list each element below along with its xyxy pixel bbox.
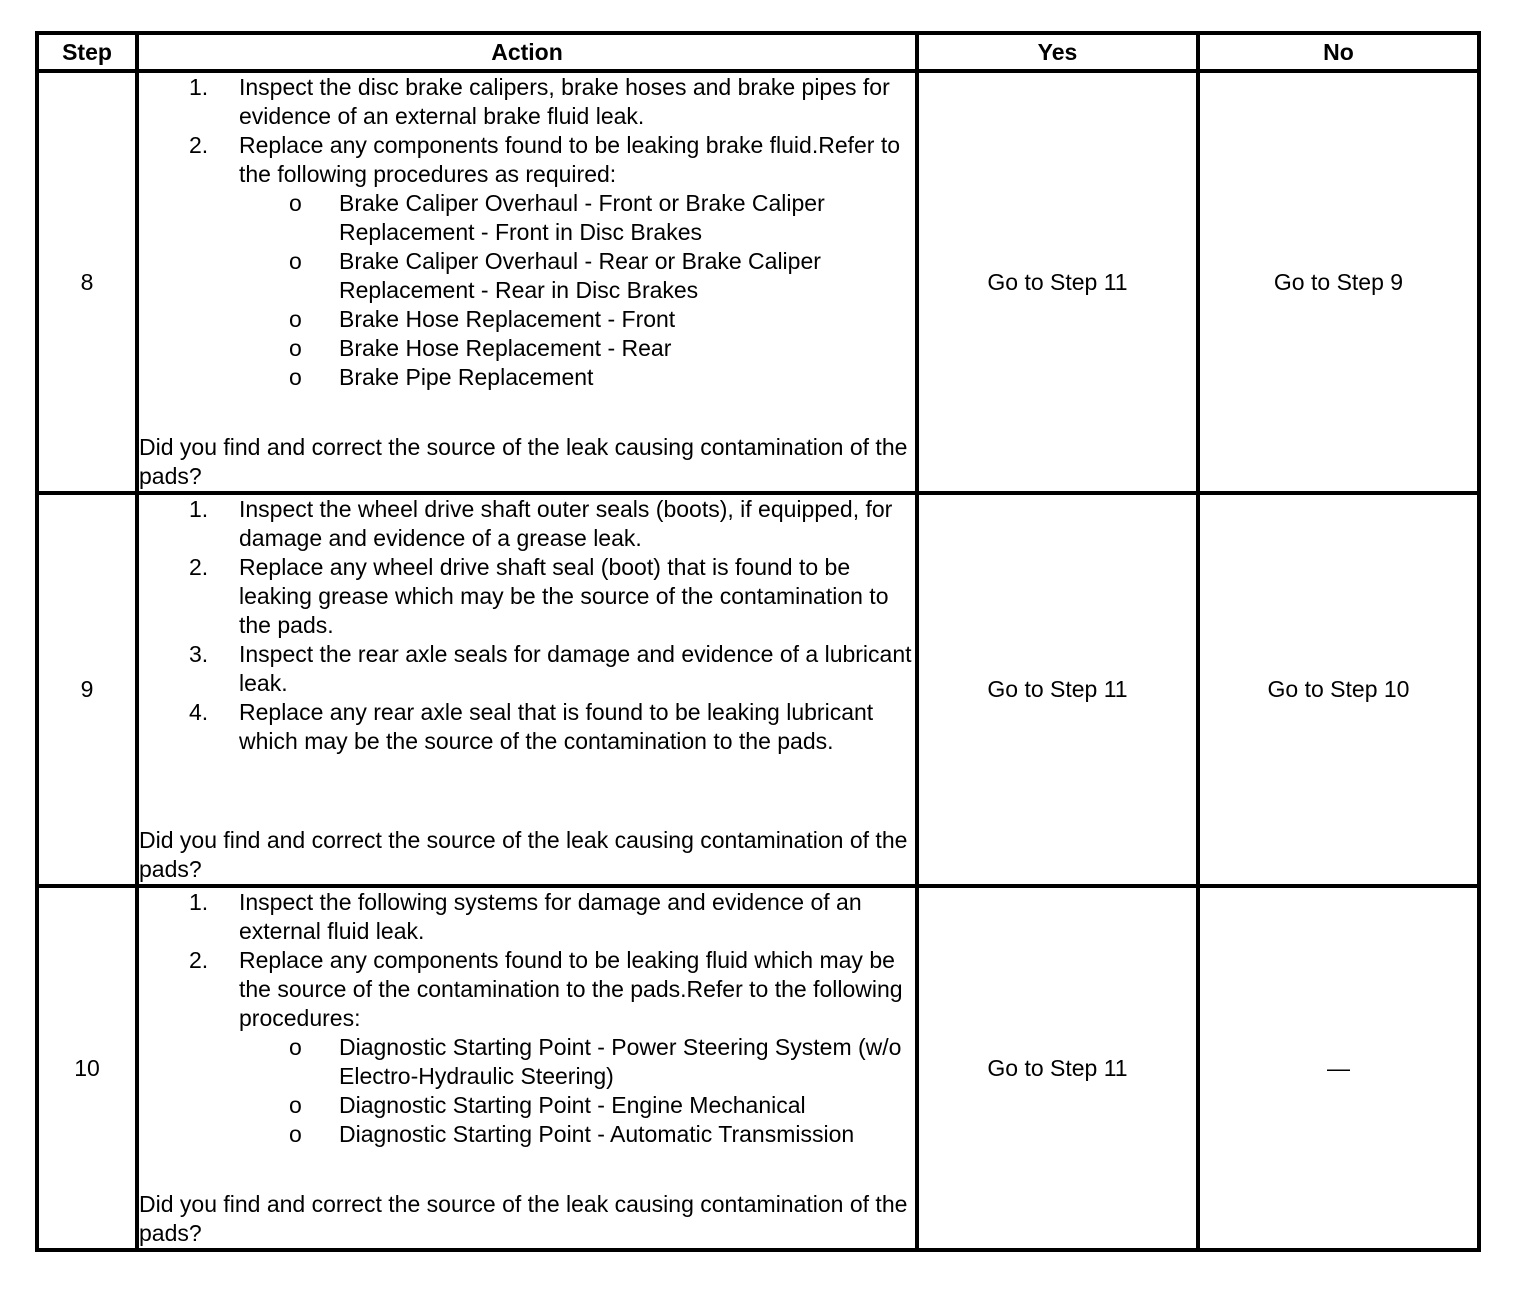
action-step-item (139, 73, 915, 131)
action-cell (137, 71, 917, 493)
procedure-link-text: Brake Caliper Overhaul - Rear or Brake Caliper Replacement - Rear in Disc Brakes (339, 248, 821, 303)
procedure-link-text: Brake Pipe Replacement (339, 364, 594, 390)
diagnostic-table (35, 31, 1481, 1252)
bullet-icon: o (289, 1121, 302, 1147)
procedure-item (139, 247, 915, 305)
procedure-item (139, 305, 915, 334)
bullet-icon: o (289, 1034, 302, 1060)
action-step-item (139, 640, 915, 698)
procedure-link-text: Brake Caliper Overhaul - Front or Brake Caliper Replacement - Front in Disc Brakes (339, 190, 825, 245)
bullet-icon: o (289, 306, 302, 332)
procedure-link-text: Diagnostic Starting Point - Engine Mechanical (339, 1092, 806, 1118)
step-item-number: 1. (189, 74, 209, 100)
no-result: Go to Step 9 (1198, 71, 1479, 493)
yes-result: Go to Step 11 (917, 493, 1198, 886)
action-step-item (139, 495, 915, 553)
action-cell (137, 493, 917, 886)
step-item-text: Inspect the rear axle seals for damage and evidence of a lubricant leak. (239, 641, 912, 696)
step-item-number: 2. (189, 132, 209, 158)
action-step-item (139, 131, 915, 392)
bullet-icon: o (289, 1092, 302, 1118)
action-steps (139, 73, 915, 392)
action-steps (139, 495, 915, 756)
action-step-item (139, 946, 915, 1149)
yes-result: Go to Step 11 (917, 886, 1198, 1250)
procedure-item (139, 334, 915, 363)
procedure-item (139, 189, 915, 247)
action-step-item (139, 698, 915, 756)
step-item-text: Replace any rear axle seal that is found to be leaking lubricant which may be the source of the contamination to the pads. (239, 699, 874, 754)
step-item-text: Inspect the wheel drive shaft outer seals (boots), if equipped, for damage and evidence of a grease leak. (239, 496, 893, 551)
no-result: — (1198, 886, 1479, 1250)
step-item-number: 3. (189, 641, 209, 667)
action-step-item (139, 553, 915, 640)
step-item-number: 1. (189, 496, 209, 522)
step-item-text: Replace any components found to be leaking fluid which may be the source of the contamination to the pads.Refer to the following procedures: (239, 947, 903, 1031)
question-text: Did you find and correct the source of the leak causing contamination of the pads? (139, 434, 908, 489)
step-item-text: Inspect the following systems for damage and evidence of an external fluid leak. (239, 889, 862, 944)
bullet-icon: o (289, 364, 302, 390)
step-item-text: Inspect the disc brake calipers, brake hoses and brake pipes for evidence of an external brake fluid leak. (239, 74, 890, 129)
procedure-item (139, 1091, 915, 1120)
procedure-item (139, 1033, 915, 1091)
bullet-icon: o (289, 248, 302, 274)
yes-result: Go to Step 11 (917, 71, 1198, 493)
procedure-link-text: Diagnostic Starting Point - Automatic Transmission (339, 1121, 855, 1147)
header-no: No (1198, 33, 1479, 71)
header-yes: Yes (917, 33, 1198, 71)
step-number: 10 (37, 886, 137, 1250)
step-number: 9 (37, 493, 137, 886)
step-item-number: 4. (189, 699, 209, 725)
procedure-link-text: Brake Hose Replacement - Rear (339, 335, 672, 361)
table-row-step-8 (37, 71, 1479, 493)
procedure-list (239, 189, 915, 392)
step-item-text: Replace any wheel drive shaft seal (boot) that is found to be leaking grease which may be the source of the contamination to the pads. (239, 554, 889, 638)
table-row-step-9 (37, 493, 1479, 886)
step-item-number: 1. (189, 889, 209, 915)
procedure-item (139, 1120, 915, 1149)
step-number: 8 (37, 71, 137, 493)
action-steps (139, 888, 915, 1149)
action-step-item (139, 888, 915, 946)
step-item-text: Replace any components found to be leaking brake fluid.Refer to the following procedures as required: (239, 132, 901, 187)
header-row (37, 33, 1479, 71)
step-item-number: 2. (189, 947, 209, 973)
question-text: Did you find and correct the source of the leak causing contamination of the pads? (139, 827, 908, 882)
no-result: Go to Step 10 (1198, 493, 1479, 886)
action-cell (137, 886, 917, 1250)
question-text: Did you find and correct the source of the leak causing contamination of the pads? (139, 1191, 908, 1246)
procedure-item (139, 363, 915, 392)
bullet-icon: o (289, 335, 302, 361)
procedure-link-text: Brake Hose Replacement - Front (339, 306, 676, 332)
bullet-icon: o (289, 190, 302, 216)
table-row-step-10 (37, 886, 1479, 1250)
procedure-link-text: Diagnostic Starting Point - Power Steering System (w/o Electro-Hydraulic Steering) (339, 1034, 902, 1089)
procedure-list (239, 1033, 915, 1149)
header-step: Step (37, 33, 137, 71)
step-item-number: 2. (189, 554, 209, 580)
header-action: Action (137, 33, 917, 71)
